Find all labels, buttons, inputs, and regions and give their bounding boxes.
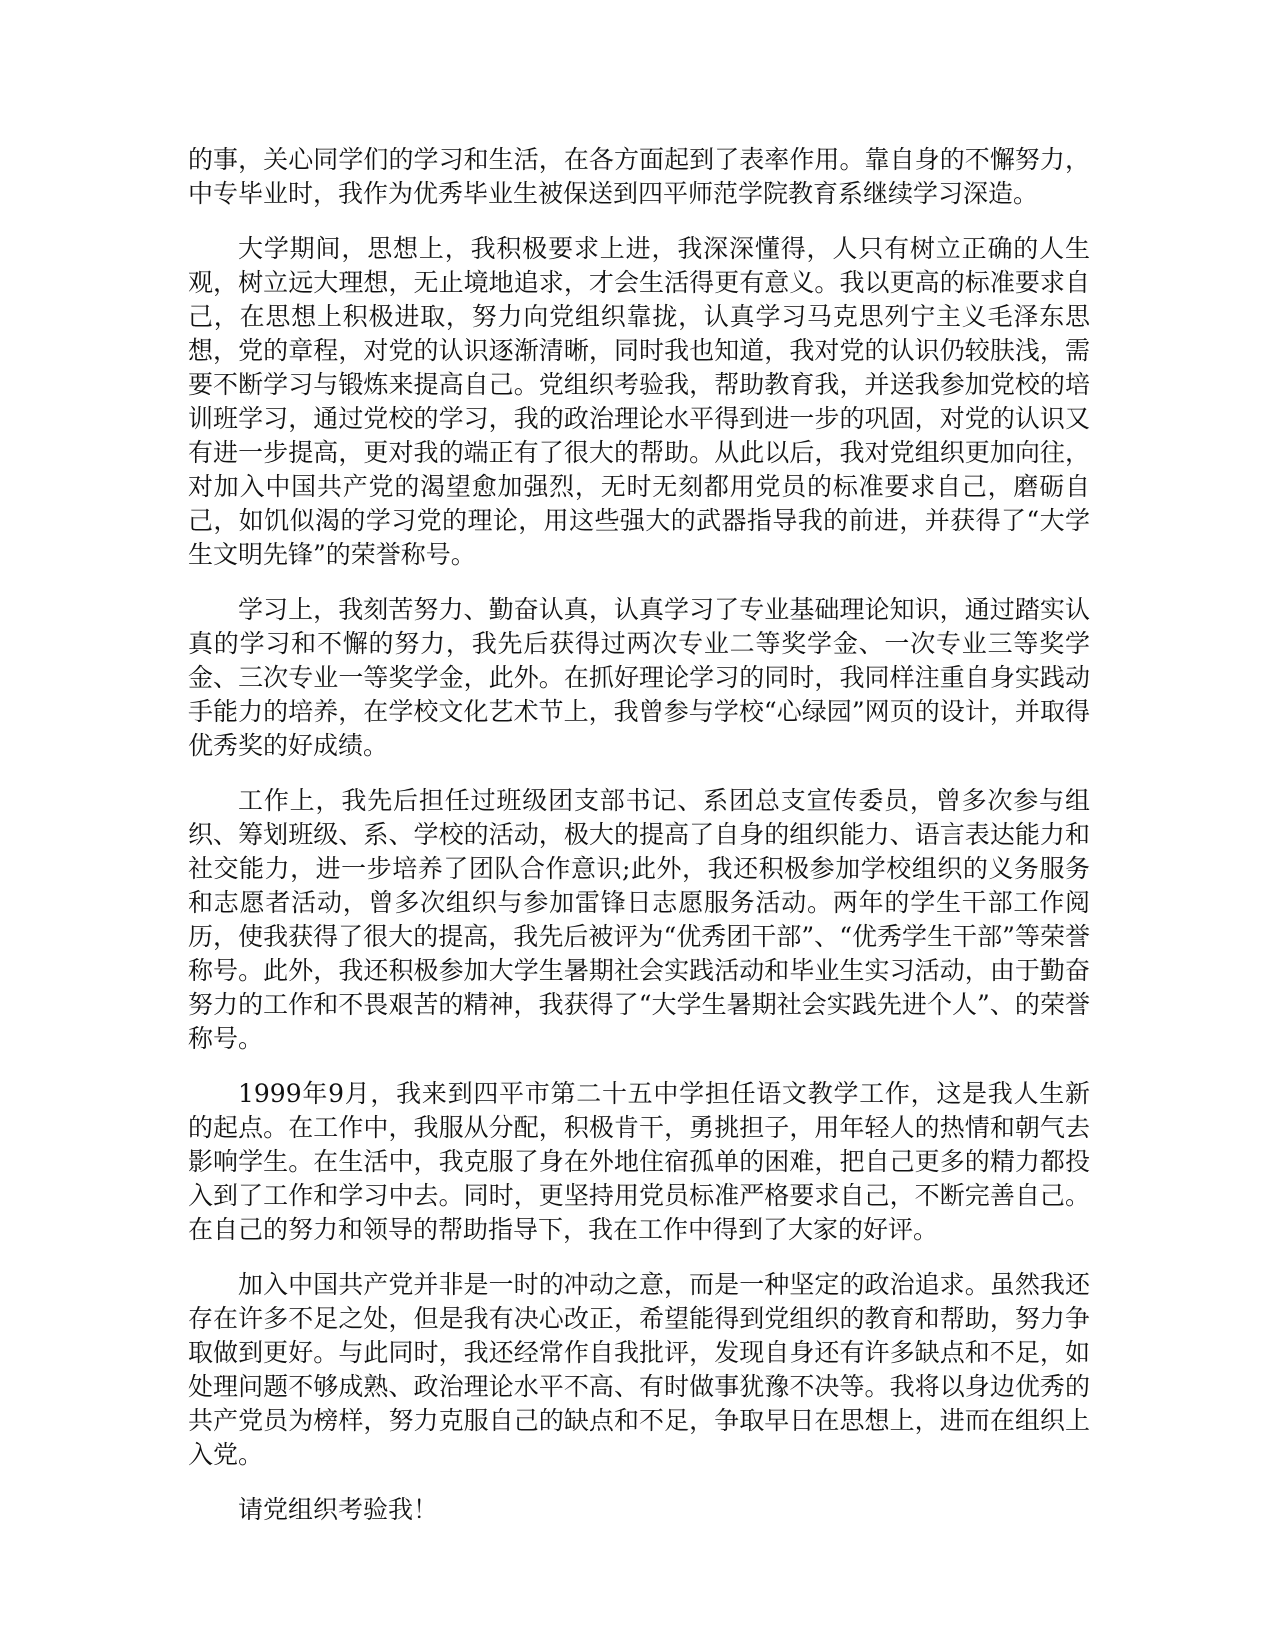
paragraph-work: 工作上，我先后担任过班级团支部书记、系团总支宣传委员，曾多次参与组织、筹划班级、系、学校的活动，极大的提高了自身的组织能力、语言表达能力和社交能力，进一步培养了团队合作意识;此外，我还积极参加学校组织的义务服务和志愿者活动，曾多次组织与参加雷锋日志愿服务活动。两年的学生干部工作阅历，使我获得了很大的提高，我先后被评为“优秀团干部”、“优秀学生干部”等荣誉称号。此外，我还积极参加大学生暑期社会实践活动和毕业生实习活动，由于勤奋努力的工作和不畏艰苦的精神，我获得了“大学生暑期社会实践先进个人”、的荣誉称号。 <box>188 786 1090 1053</box>
paragraph-teaching: 1999年9月，我来到四平市第二十五中学担任语文教学工作，这是我人生新的起点。在工作中，我服从分配，积极肯干，勇挑担子，用年轻人的热情和朝气去影响学生。在生活中，我克服了身在外地住宿孤单的困难，把自己更多的精力都投入到了工作和学习中去。同时，更坚持用党员标准严格要求自己，不断完善自己。在自己的努力和领导的帮助指导下，我在工作中得到了大家的好评。 <box>188 1079 1090 1244</box>
document-page <box>188 143 1090 1548</box>
paragraph-university-thought: 大学期间，思想上，我积极要求上进，我深深懂得，人只有树立正确的人生观，树立远大理想，无止境地追求，才会生活得更有意义。我以更高的标准要求自己，在思想上积极进取，努力向党组织靠拢，认真学习马克思列宁主义毛泽东思想，党的章程，对党的认识逐渐清晰，同时我也知道，我对党的认识仍较肤浅，需要不断学习与锻炼来提高自己。党组织考验我，帮助教育我，并送我参加党校的培训班学习，通过党校的学习，我的政治理论水平得到进一步的巩固，对党的认识又有进一步提高，更对我的端正有了很大的帮助。从此以后，我对党组织更加向往，对加入中国共产党的渴望愈加强烈，无时无刻都用党员的标准要求自己，磨砺自己，如饥似渴的学习党的理论，用这些强大的武器指导我的前进，并获得了“大学生文明先锋”的荣誉称号。 <box>188 234 1090 569</box>
paragraph-closing: 请党组织考验我！ <box>238 1495 439 1524</box>
paragraph-resolution: 加入中国共产党并非是一时的冲动之意，而是一种坚定的政治追求。虽然我还存在许多不足之处，但是我有决心改正，希望能得到党组织的教育和帮助，努力争取做到更好。与此同时，我还经常作自我批评，发现自身还有许多缺点和不足，如处理问题不够成熟、政治理论水平不高、有时做事犹豫不决等。我将以身边优秀的共产党员为榜样，努力克服自己的缺点和不足，争取早日在思想上，进而在组织上入党。 <box>188 1270 1090 1469</box>
paragraph-study: 学习上，我刻苦努力、勤奋认真，认真学习了专业基础理论知识，通过踏实认真的学习和不懈的努力，我先后获得过两次专业二等奖学金、一次专业三等奖学金、三次专业一等奖学金，此外。在抓好理论学习的同时，我同样注重自身实践动手能力的培养，在学校文化艺术节上，我曾参与学校“心绿园”网页的设计，并取得优秀奖的好成绩。 <box>188 595 1090 760</box>
paragraph-continuation: 的事，关心同学们的学习和生活，在各方面起到了表率作用。靠自身的不懈努力，中专毕业时，我作为优秀毕业生被保送到四平师范学院教育系继续学习深造。 <box>188 145 1090 208</box>
